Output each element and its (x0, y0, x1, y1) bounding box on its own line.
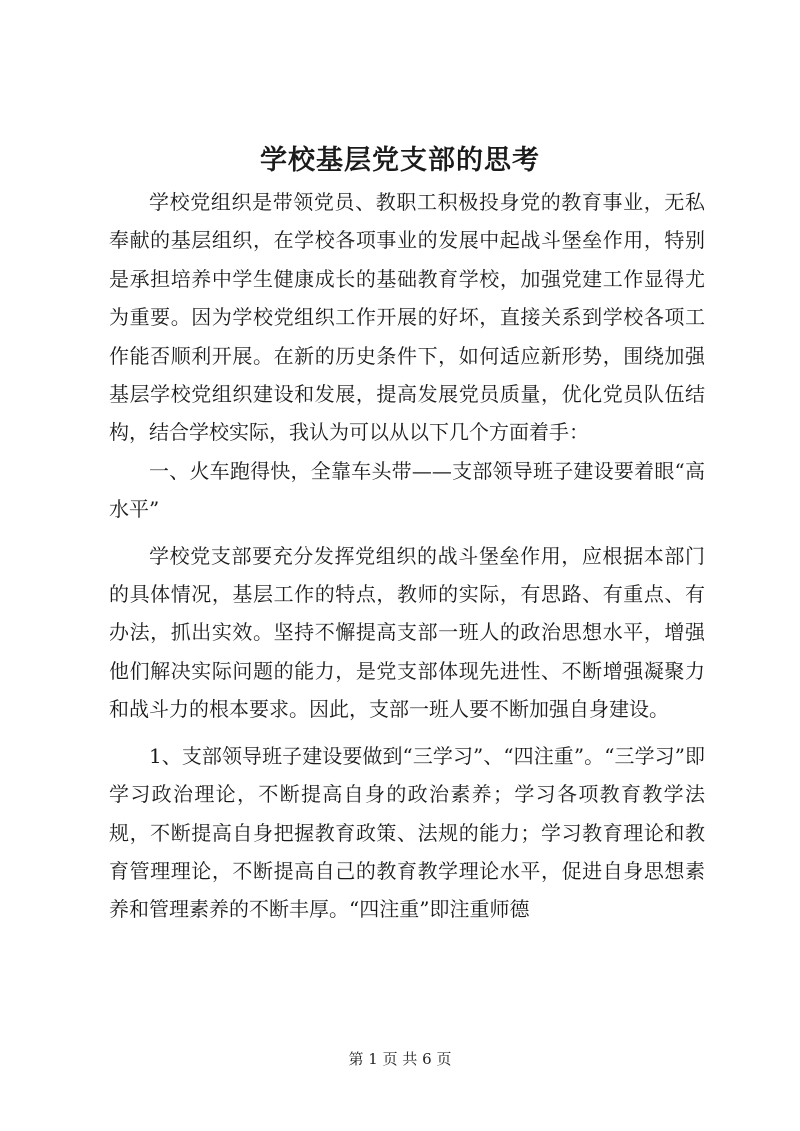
paragraph-intro: 学校党组织是带领党员、教职工积极投身党的教育事业，无私奉献的基层组织，在学校各项事业的发展中起战斗堡垒作用，特别是承担培养中学生健康成长的基础教育学校，加强党建工作显得尤为重要。因为学校党组织工作开展的好坏，直接关系到学校各项工作能否顺利开展。在新的历史条件下，如何适应新形势，围绕加强基层学校党组织建设和发展，提高发展党员质量，优化党员队伍结构，结合学校实际，我认为可以从以下几个方面着手： (109, 190, 705, 445)
paragraph-section-1: 学校党支部要充分发挥党组织的战斗堡垒作用，应根据本部门的具体情况，基层工作的特点，教师的实际，有思路、有重点、有办法，抓出实效。坚持不懈提高支部一班人的政治思想水平，增强他们解决实际问题的能力，是党支部体现先进性、不断增强凝聚力和战斗力的根本要求。因此，支部一班人要不断加强自身建设。 (109, 543, 705, 722)
paragraph-item-1: 1、支部领导班子建设要做到“三学习”、“四注重”。“三学习”即学习政治理论，不断提高自身的政治素养；学习各项教育教学法规，不断提高自身把握教育政策、法规的能力；学习教育理论和教育管理理论，不断提高自己的教育教学理论水平，促进自身思想素养和管理素养的不断丰厚。“四注重”即注重师德 (109, 743, 705, 922)
page-number-footer: 第 1 页 共 6 页 (348, 1050, 452, 1068)
document-body (109, 183, 705, 929)
section-heading-1: 一、火车跑得快，全靠车头带——支部领导班子建设要着眼“高水平” (109, 458, 705, 522)
page-title: 学校基层党支部的思考 (260, 145, 540, 176)
